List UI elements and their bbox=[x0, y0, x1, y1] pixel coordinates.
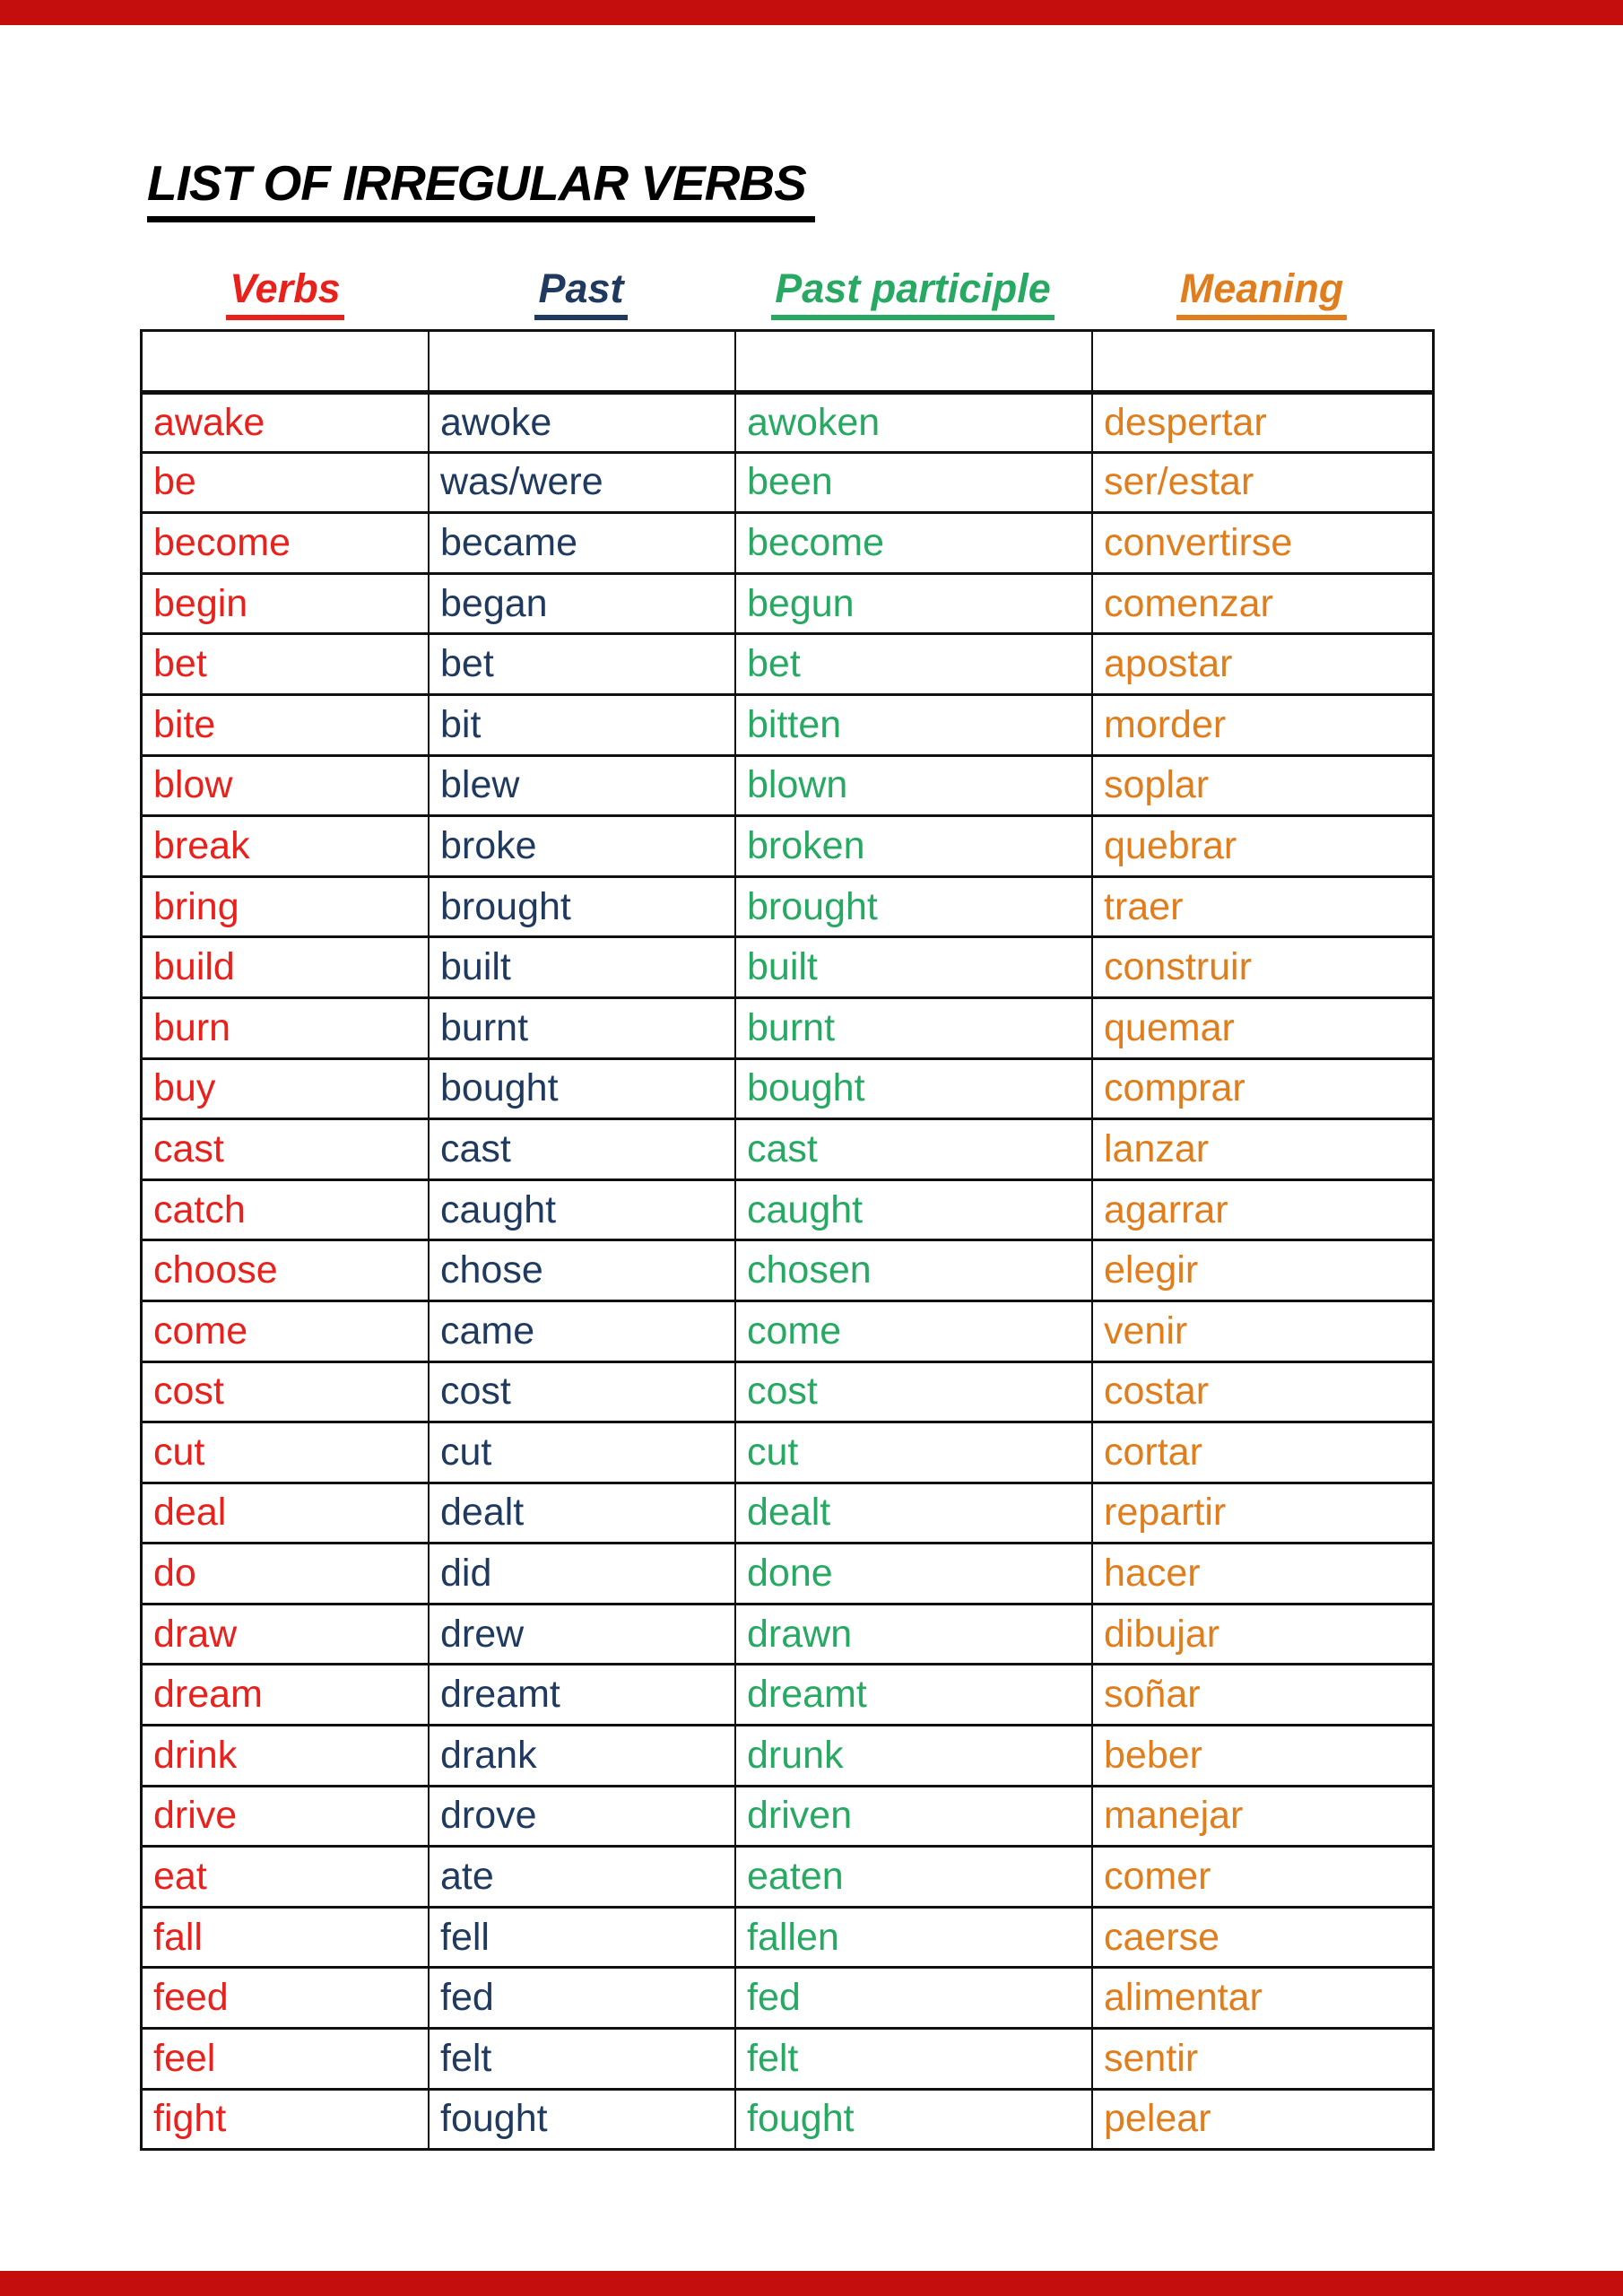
cell-past: built bbox=[428, 938, 734, 996]
table-row bbox=[143, 632, 1432, 693]
cell-past: came bbox=[428, 1302, 734, 1361]
cell-past-participle: eaten bbox=[734, 1848, 1091, 1906]
cell-verb: become bbox=[153, 520, 291, 564]
cell-verb: bet bbox=[153, 642, 207, 686]
cell-meaning: manejar bbox=[1091, 1787, 1432, 1846]
cell-past-participle: dealt bbox=[734, 1484, 1091, 1543]
cell-verb: choose bbox=[153, 1248, 278, 1292]
table-row bbox=[143, 996, 1432, 1057]
cell-past-participle: fought bbox=[734, 2091, 1091, 2149]
cell-meaning: comenzar bbox=[1091, 575, 1432, 633]
cell-verb: build bbox=[153, 945, 235, 989]
table-spacer-row bbox=[143, 332, 1432, 390]
verb-table bbox=[140, 329, 1435, 2151]
cell-verb: cast bbox=[153, 1126, 224, 1170]
cell-meaning: alimentar bbox=[1091, 1969, 1432, 2027]
cell-past: broke bbox=[428, 817, 734, 875]
cell-meaning: dibujar bbox=[1091, 1605, 1432, 1664]
cell-verb: fall bbox=[153, 1915, 203, 1959]
table-row bbox=[143, 1361, 1432, 1422]
cell-past: bought bbox=[428, 1060, 734, 1118]
cell-past-participle: bet bbox=[734, 635, 1091, 693]
cell-meaning: morder bbox=[1091, 696, 1432, 754]
cell-meaning: ser/estar bbox=[1091, 454, 1432, 512]
table-row bbox=[143, 1178, 1432, 1239]
table-row bbox=[143, 1118, 1432, 1178]
page-title-text: LIST OF IRREGULAR VERBS bbox=[147, 154, 815, 222]
cell-meaning: pelear bbox=[1091, 2091, 1432, 2149]
cell-past-participle: broken bbox=[734, 817, 1091, 875]
cell-verb: bite bbox=[153, 702, 216, 746]
cell-past-participle: built bbox=[734, 938, 1091, 996]
table-row bbox=[143, 1906, 1432, 1967]
cell-verb: draw bbox=[153, 1612, 238, 1656]
cell-past: awoke bbox=[428, 395, 734, 451]
cell-verb: come bbox=[153, 1309, 248, 1352]
cell-past: became bbox=[428, 514, 734, 572]
cell-past-participle: been bbox=[734, 454, 1091, 512]
cell-past-participle: begun bbox=[734, 575, 1091, 633]
empty-cell bbox=[734, 332, 1091, 390]
cell-past-participle: blown bbox=[734, 757, 1091, 815]
cell-verb: drink bbox=[153, 1733, 238, 1777]
cell-past: began bbox=[428, 575, 734, 633]
cell-past-participle: done bbox=[734, 1544, 1091, 1603]
table-row bbox=[143, 390, 1432, 451]
column-header-past-participle bbox=[734, 265, 1091, 320]
cell-verb: deal bbox=[153, 1491, 227, 1535]
cell-past: chose bbox=[428, 1241, 734, 1300]
table-row bbox=[143, 1663, 1432, 1724]
column-header-meaning bbox=[1091, 265, 1432, 320]
cell-past-participle: awoken bbox=[734, 395, 1091, 451]
column-header-past-label: Past bbox=[534, 265, 627, 320]
cell-past: blew bbox=[428, 757, 734, 815]
cell-meaning: agarrar bbox=[1091, 1181, 1432, 1239]
column-headers bbox=[143, 265, 1432, 320]
cell-meaning: apostar bbox=[1091, 635, 1432, 693]
cell-meaning: caerse bbox=[1091, 1909, 1432, 1967]
cell-meaning: soplar bbox=[1091, 757, 1432, 815]
cell-meaning: hacer bbox=[1091, 1544, 1432, 1603]
cell-past: dreamt bbox=[428, 1665, 734, 1724]
table-row bbox=[143, 511, 1432, 572]
table-row bbox=[143, 1300, 1432, 1361]
cell-meaning: sentir bbox=[1091, 2030, 1432, 2088]
cell-verb: drive bbox=[153, 1794, 238, 1838]
cell-past: bit bbox=[428, 696, 734, 754]
cell-verb: bring bbox=[153, 884, 239, 928]
cell-past: bet bbox=[428, 635, 734, 693]
cell-past: burnt bbox=[428, 999, 734, 1057]
cell-past: cast bbox=[428, 1120, 734, 1178]
cell-past: dealt bbox=[428, 1484, 734, 1543]
cell-verb: burn bbox=[153, 1005, 231, 1049]
table-row bbox=[143, 754, 1432, 815]
top-accent-bar bbox=[0, 0, 1623, 25]
cell-meaning: costar bbox=[1091, 1363, 1432, 1422]
cell-meaning: venir bbox=[1091, 1302, 1432, 1361]
cell-past-participle: drawn bbox=[734, 1605, 1091, 1664]
cell-verb: be bbox=[153, 460, 196, 504]
cell-meaning: repartir bbox=[1091, 1484, 1432, 1543]
table-row bbox=[143, 1785, 1432, 1846]
column-header-past-participle-label: Past participle bbox=[771, 265, 1055, 320]
cell-verb: blow bbox=[153, 763, 233, 807]
cell-meaning: soñar bbox=[1091, 1665, 1432, 1724]
cell-verb: feed bbox=[153, 1976, 229, 2020]
cell-past-participle: come bbox=[734, 1302, 1091, 1361]
table-row bbox=[143, 1966, 1432, 2027]
cell-verb: feel bbox=[153, 2036, 216, 2080]
cell-past: fought bbox=[428, 2091, 734, 2149]
cell-past: brought bbox=[428, 878, 734, 936]
bottom-accent-bar bbox=[0, 2271, 1623, 2296]
cell-verb: fight bbox=[153, 2097, 227, 2141]
column-header-verbs-label: Verbs bbox=[226, 265, 343, 320]
table-row bbox=[143, 1482, 1432, 1543]
table-row bbox=[143, 935, 1432, 996]
cell-verb: eat bbox=[153, 1855, 207, 1899]
cell-meaning: beber bbox=[1091, 1726, 1432, 1785]
table-row bbox=[143, 2027, 1432, 2088]
cell-verb: begin bbox=[153, 581, 248, 625]
page-title bbox=[147, 154, 815, 222]
table-row bbox=[143, 1724, 1432, 1785]
cell-verb: do bbox=[153, 1552, 196, 1596]
cell-past-participle: fed bbox=[734, 1969, 1091, 2027]
column-header-meaning-label: Meaning bbox=[1176, 265, 1348, 320]
table-row bbox=[143, 1239, 1432, 1300]
cell-past: drank bbox=[428, 1726, 734, 1785]
table-row bbox=[143, 814, 1432, 875]
cell-verb: awake bbox=[153, 400, 265, 444]
cell-meaning: despertar bbox=[1091, 395, 1432, 451]
cell-past-participle: burnt bbox=[734, 999, 1091, 1057]
cell-past: cut bbox=[428, 1423, 734, 1482]
cell-meaning: quebrar bbox=[1091, 817, 1432, 875]
cell-past: fed bbox=[428, 1969, 734, 2027]
cell-past: drew bbox=[428, 1605, 734, 1664]
cell-verb: buy bbox=[153, 1066, 216, 1110]
cell-past: ate bbox=[428, 1848, 734, 1906]
cell-past-participle: become bbox=[734, 514, 1091, 572]
cell-past-participle: fallen bbox=[734, 1909, 1091, 1967]
column-header-verbs bbox=[143, 265, 428, 320]
column-header-past bbox=[428, 265, 734, 320]
cell-verb: cost bbox=[153, 1370, 224, 1413]
cell-meaning: traer bbox=[1091, 878, 1432, 936]
table-row bbox=[143, 1603, 1432, 1664]
cell-meaning: comer bbox=[1091, 1848, 1432, 1906]
table-row bbox=[143, 1845, 1432, 1906]
cell-verb: break bbox=[153, 823, 250, 867]
table-row bbox=[143, 1057, 1432, 1118]
cell-past-participle: cost bbox=[734, 1363, 1091, 1422]
table-row bbox=[143, 875, 1432, 936]
cell-past: felt bbox=[428, 2030, 734, 2088]
cell-meaning: lanzar bbox=[1091, 1120, 1432, 1178]
cell-verb: dream bbox=[153, 1673, 263, 1717]
cell-meaning: comprar bbox=[1091, 1060, 1432, 1118]
cell-meaning: convertirse bbox=[1091, 514, 1432, 572]
empty-cell bbox=[1091, 332, 1432, 390]
cell-past-participle: chosen bbox=[734, 1241, 1091, 1300]
cell-verb: cut bbox=[153, 1430, 205, 1474]
cell-verb: catch bbox=[153, 1187, 246, 1231]
cell-past-participle: drunk bbox=[734, 1726, 1091, 1785]
cell-meaning: cortar bbox=[1091, 1423, 1432, 1482]
cell-past: drove bbox=[428, 1787, 734, 1846]
table-row bbox=[143, 1421, 1432, 1482]
cell-past-participle: cast bbox=[734, 1120, 1091, 1178]
empty-cell bbox=[428, 332, 734, 390]
cell-past: was/were bbox=[428, 454, 734, 512]
cell-past-participle: cut bbox=[734, 1423, 1091, 1482]
cell-past-participle: brought bbox=[734, 878, 1091, 936]
cell-past-participle: driven bbox=[734, 1787, 1091, 1846]
table-row bbox=[143, 693, 1432, 754]
cell-meaning: quemar bbox=[1091, 999, 1432, 1057]
cell-past-participle: dreamt bbox=[734, 1665, 1091, 1724]
cell-past: fell bbox=[428, 1909, 734, 1967]
cell-past: caught bbox=[428, 1181, 734, 1239]
cell-past-participle: bitten bbox=[734, 696, 1091, 754]
table-row bbox=[143, 451, 1432, 512]
cell-past: did bbox=[428, 1544, 734, 1603]
table-row bbox=[143, 1542, 1432, 1603]
cell-past-participle: bought bbox=[734, 1060, 1091, 1118]
table-row bbox=[143, 572, 1432, 633]
table-row bbox=[143, 2088, 1432, 2149]
empty-cell bbox=[143, 332, 428, 390]
cell-meaning: elegir bbox=[1091, 1241, 1432, 1300]
cell-past-participle: caught bbox=[734, 1181, 1091, 1239]
cell-past-participle: felt bbox=[734, 2030, 1091, 2088]
cell-past: cost bbox=[428, 1363, 734, 1422]
cell-meaning: construir bbox=[1091, 938, 1432, 996]
